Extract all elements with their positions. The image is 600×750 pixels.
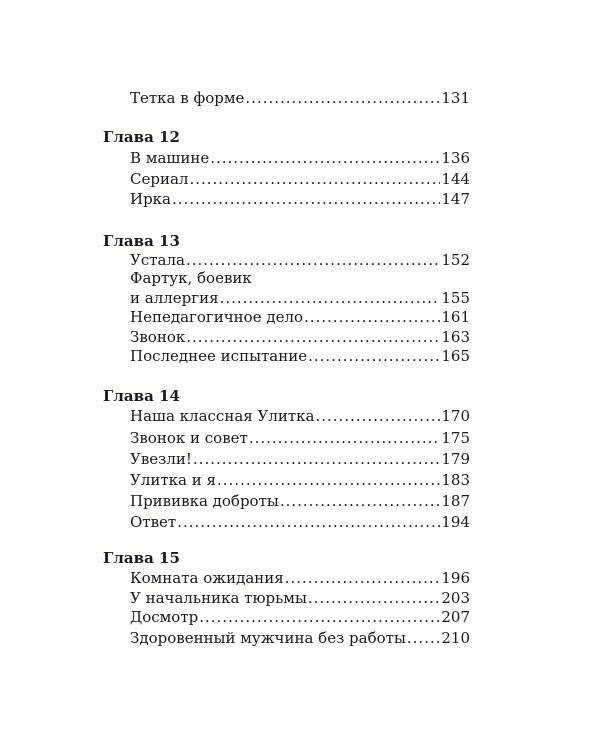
toc-entry xyxy=(130,189,470,209)
dot-leader xyxy=(280,491,441,511)
entry-title: Здоровенный мужчина без работы xyxy=(130,629,406,647)
entry-page: 196 xyxy=(441,569,470,587)
entry-page: 194 xyxy=(441,513,470,531)
entry-page: 147 xyxy=(441,190,470,208)
dot-leader xyxy=(186,250,440,270)
entry-title-line1: Фартук, боевик xyxy=(130,269,252,287)
entry-page: 210 xyxy=(441,629,470,647)
dot-leader xyxy=(189,169,440,189)
entry-page: 203 xyxy=(441,589,470,607)
toc-entry xyxy=(130,449,470,469)
toc-entry xyxy=(130,568,470,588)
dot-leader xyxy=(217,470,440,490)
entry-title: Звонок xyxy=(130,328,186,346)
toc-entry xyxy=(130,288,470,308)
chapter-heading: Глава 14 xyxy=(103,387,180,405)
entry-page: 161 xyxy=(441,308,470,326)
entry-title: Последнее испытание xyxy=(130,347,308,365)
entry-title: Наша классная Улитка xyxy=(130,407,315,425)
entry-title: Увезли! xyxy=(130,450,192,468)
dot-leader xyxy=(172,189,440,209)
dot-leader xyxy=(210,148,440,168)
entry-page: 207 xyxy=(441,608,470,626)
entry-page: 155 xyxy=(441,289,470,307)
entry-page: 183 xyxy=(441,471,470,489)
chapter-heading: Глава 12 xyxy=(103,128,180,146)
entry-title: Звонок и совет xyxy=(130,429,248,447)
toc-entry xyxy=(130,169,470,189)
entry-page: 170 xyxy=(441,407,470,425)
entry-page: 131 xyxy=(441,89,470,107)
chapter-heading: Глава 15 xyxy=(103,549,180,567)
toc-entry xyxy=(130,148,470,168)
toc-entry xyxy=(130,406,470,426)
dot-leader xyxy=(407,628,440,648)
chapter-heading: Глава 13 xyxy=(103,232,180,250)
toc-entry xyxy=(130,250,470,270)
toc-entry xyxy=(130,307,470,327)
toc-entry xyxy=(130,346,470,366)
entry-page: 152 xyxy=(441,251,470,269)
dot-leader xyxy=(220,288,441,308)
entry-title: В машине xyxy=(130,149,210,167)
toc-entry xyxy=(130,470,470,490)
entry-title: Прививка доброты xyxy=(130,492,279,510)
dot-leader xyxy=(308,588,440,608)
entry-title: и аллергия xyxy=(130,289,219,307)
entry-title: Ирка xyxy=(130,190,172,208)
entry-title: Досмотр xyxy=(130,608,199,626)
entry-title: Комната ожидания xyxy=(130,569,284,587)
dot-leader xyxy=(304,307,440,327)
toc-entry xyxy=(130,512,470,532)
entry-page: 163 xyxy=(441,328,470,346)
dot-leader xyxy=(249,428,441,448)
entry-title: У начальника тюрьмы xyxy=(130,589,307,607)
dot-leader xyxy=(186,327,440,347)
toc-entry xyxy=(130,491,470,511)
entry-page: 165 xyxy=(441,347,470,365)
entry-page: 187 xyxy=(441,492,470,510)
dot-leader xyxy=(199,607,440,627)
entry-title: Сериал xyxy=(130,170,189,188)
toc-entry xyxy=(130,607,470,627)
toc-entry xyxy=(130,327,470,347)
toc-entry xyxy=(130,588,470,608)
dot-leader xyxy=(193,449,440,469)
entry-title: Непедагогичное дело xyxy=(130,308,304,326)
dot-leader xyxy=(285,568,441,588)
dot-leader xyxy=(177,512,440,532)
toc-entry xyxy=(130,428,470,448)
entry-page: 179 xyxy=(441,450,470,468)
dot-leader xyxy=(315,406,440,426)
entry-title: Тетка в форме xyxy=(130,89,245,107)
dot-leader xyxy=(245,88,440,108)
entry-page: 144 xyxy=(441,170,470,188)
toc-entry xyxy=(130,628,470,648)
toc-entry xyxy=(130,88,470,108)
entry-title: Ответ xyxy=(130,513,177,531)
entry-page: 136 xyxy=(441,149,470,167)
entry-title: Улитка и я xyxy=(130,471,216,489)
entry-title: Устала xyxy=(130,251,185,269)
dot-leader xyxy=(308,346,440,366)
entry-page: 175 xyxy=(441,429,470,447)
